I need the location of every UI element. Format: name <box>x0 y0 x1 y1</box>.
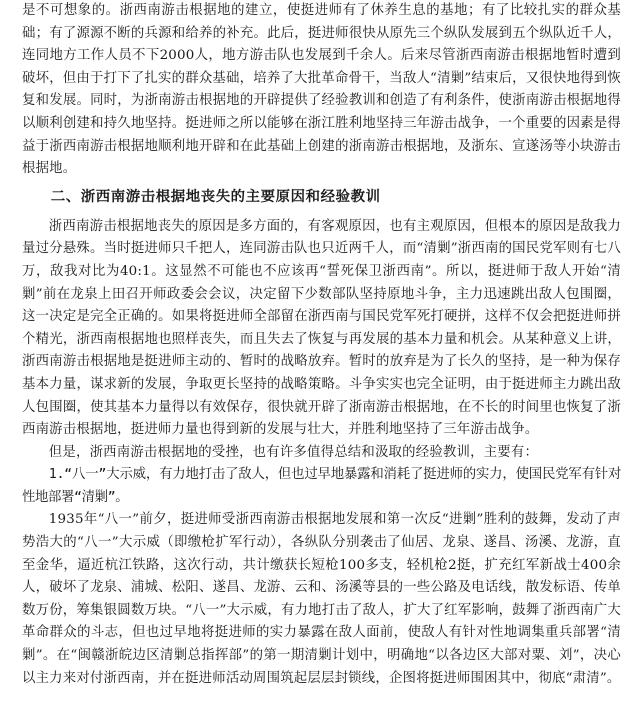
paragraph-august-demonstration: 1935年“八一”前夕，挺进师受浙西南游击根据地发展和第一次反“进剿”胜利的鼓舞，发动了声势浩大的“八一”大示威（即缴枪扩军行动），各纵队分别袭击了仙居、龙泉、遂昌、汤溪、龙游，直至金华，逼近杭江铁路，这次行动，共计缴获长短枪100多支，轻机枪2挺，扩充红军新战士400余人，破坏了龙泉、浦城、松阳、遂昌、龙游、云和、汤溪等县的一些公路及电话线，散发标语、传单数万份，筹集银圆数万块。“八一”大示威，有力地打击了敌人，扩大了红军影响，鼓舞了浙西南广大革命群众的斗志，但也过早地将挺进师的实力暴露在敌人面前，使敌人有针对性地调集重兵部署“清剿”。在“闽赣浙皖边区清剿总指挥部”的第一期清剿计划中，明确地“以各边区大部对粟、刘”，决心以主力来对付浙西南，并在挺进师活动周围筑起层层封锁线，企图将挺进师围困其中，彻底“肃清”。 <box>22 512 621 686</box>
paragraph-opening: 是不可想象的。浙西南游击根据地的建立，使挺进师有了休养生息的基地；有了比较扎实的群众基础；有了源源不断的兵源和给养的补充。此后，挺进师很快从原先三个纵队发展到五个纵队近千人，连同地方工作人员不下2000人，地方游击队也发展到千余人。后来尽管浙西南游击根据地暂时遭到破坏，但由于打下了扎实的群众基础，培养了大批革命骨干，当敌人“清剿”结束后，又很快地得到恢复和发展。同时，为浙南游击根据地的开辟提供了经验教训和创造了有利条件，使浙南游击根据地得以顺利创建和持久地坚持。挺进师之所以能够在浙江胜利地坚持三年游击战争，一个重要的因素是得益于浙西南游击根据地顺利地开辟和在此基础上创建的浙南游击根据地，及浙东、宣遂汤等小块游击根据地。 <box>22 3 621 177</box>
paragraph-lessons-intro: 但是，浙西南游击根据地的受挫，也有许多值得总结和汲取的经验教训，主要有： <box>48 444 539 460</box>
lesson-point-1: 1.“八一”大示威，有力地打击了敌人，但也过早地暴露和消耗了挺进师的实力，使国民党军有针对性地部署“清剿”。 <box>22 467 621 505</box>
paragraph-causes: 浙西南游击根据地丧失的原因是多方面的，有客观原因，也有主观原因，但根本的原因是敌我力量过分悬殊。当时挺进师只千把人，连同游击队也只近两千人，而“清剿”浙西南的国民党军则有七八万，敌我对比为40:1。这显然不可能也不应该再“誓死保卫浙西南”。所以，挺进师于敌人开始“清剿”前在龙泉上田召开师政委会会议，决定留下少数部队坚持原地斗争，主力迅速跳出敌人包围圈，这一决定是完全正确的。如果将挺进师全部留在浙西南与国民党军死打硬拼，这样不仅会把挺进师拼个精光，浙西南根据地也照样丧失，而且失去了恢复与再发展的基本力量和机会。从某种意义上讲，浙西南游击根据地是挺进师主动的、暂时的战略放弃。暂时的放弃是为了长久的坚持，是一种为保存基本力量，谋求新的发展，争取更长坚持的战略策略。斗争实实也完全证明，由于挺进师主力跳出敌人包围圈，使其基本力量得以有效保存，很快就开辟了浙南游击根据地，在不长的时间里也恢复了浙西南游击根据地，挺进师力量也得到新的发展与壮大，并胜利地坚持了三年游击战争。 <box>22 218 621 438</box>
section-heading: 二、浙西南游击根据地丧失的主要原因和经验教训 <box>50 188 381 205</box>
